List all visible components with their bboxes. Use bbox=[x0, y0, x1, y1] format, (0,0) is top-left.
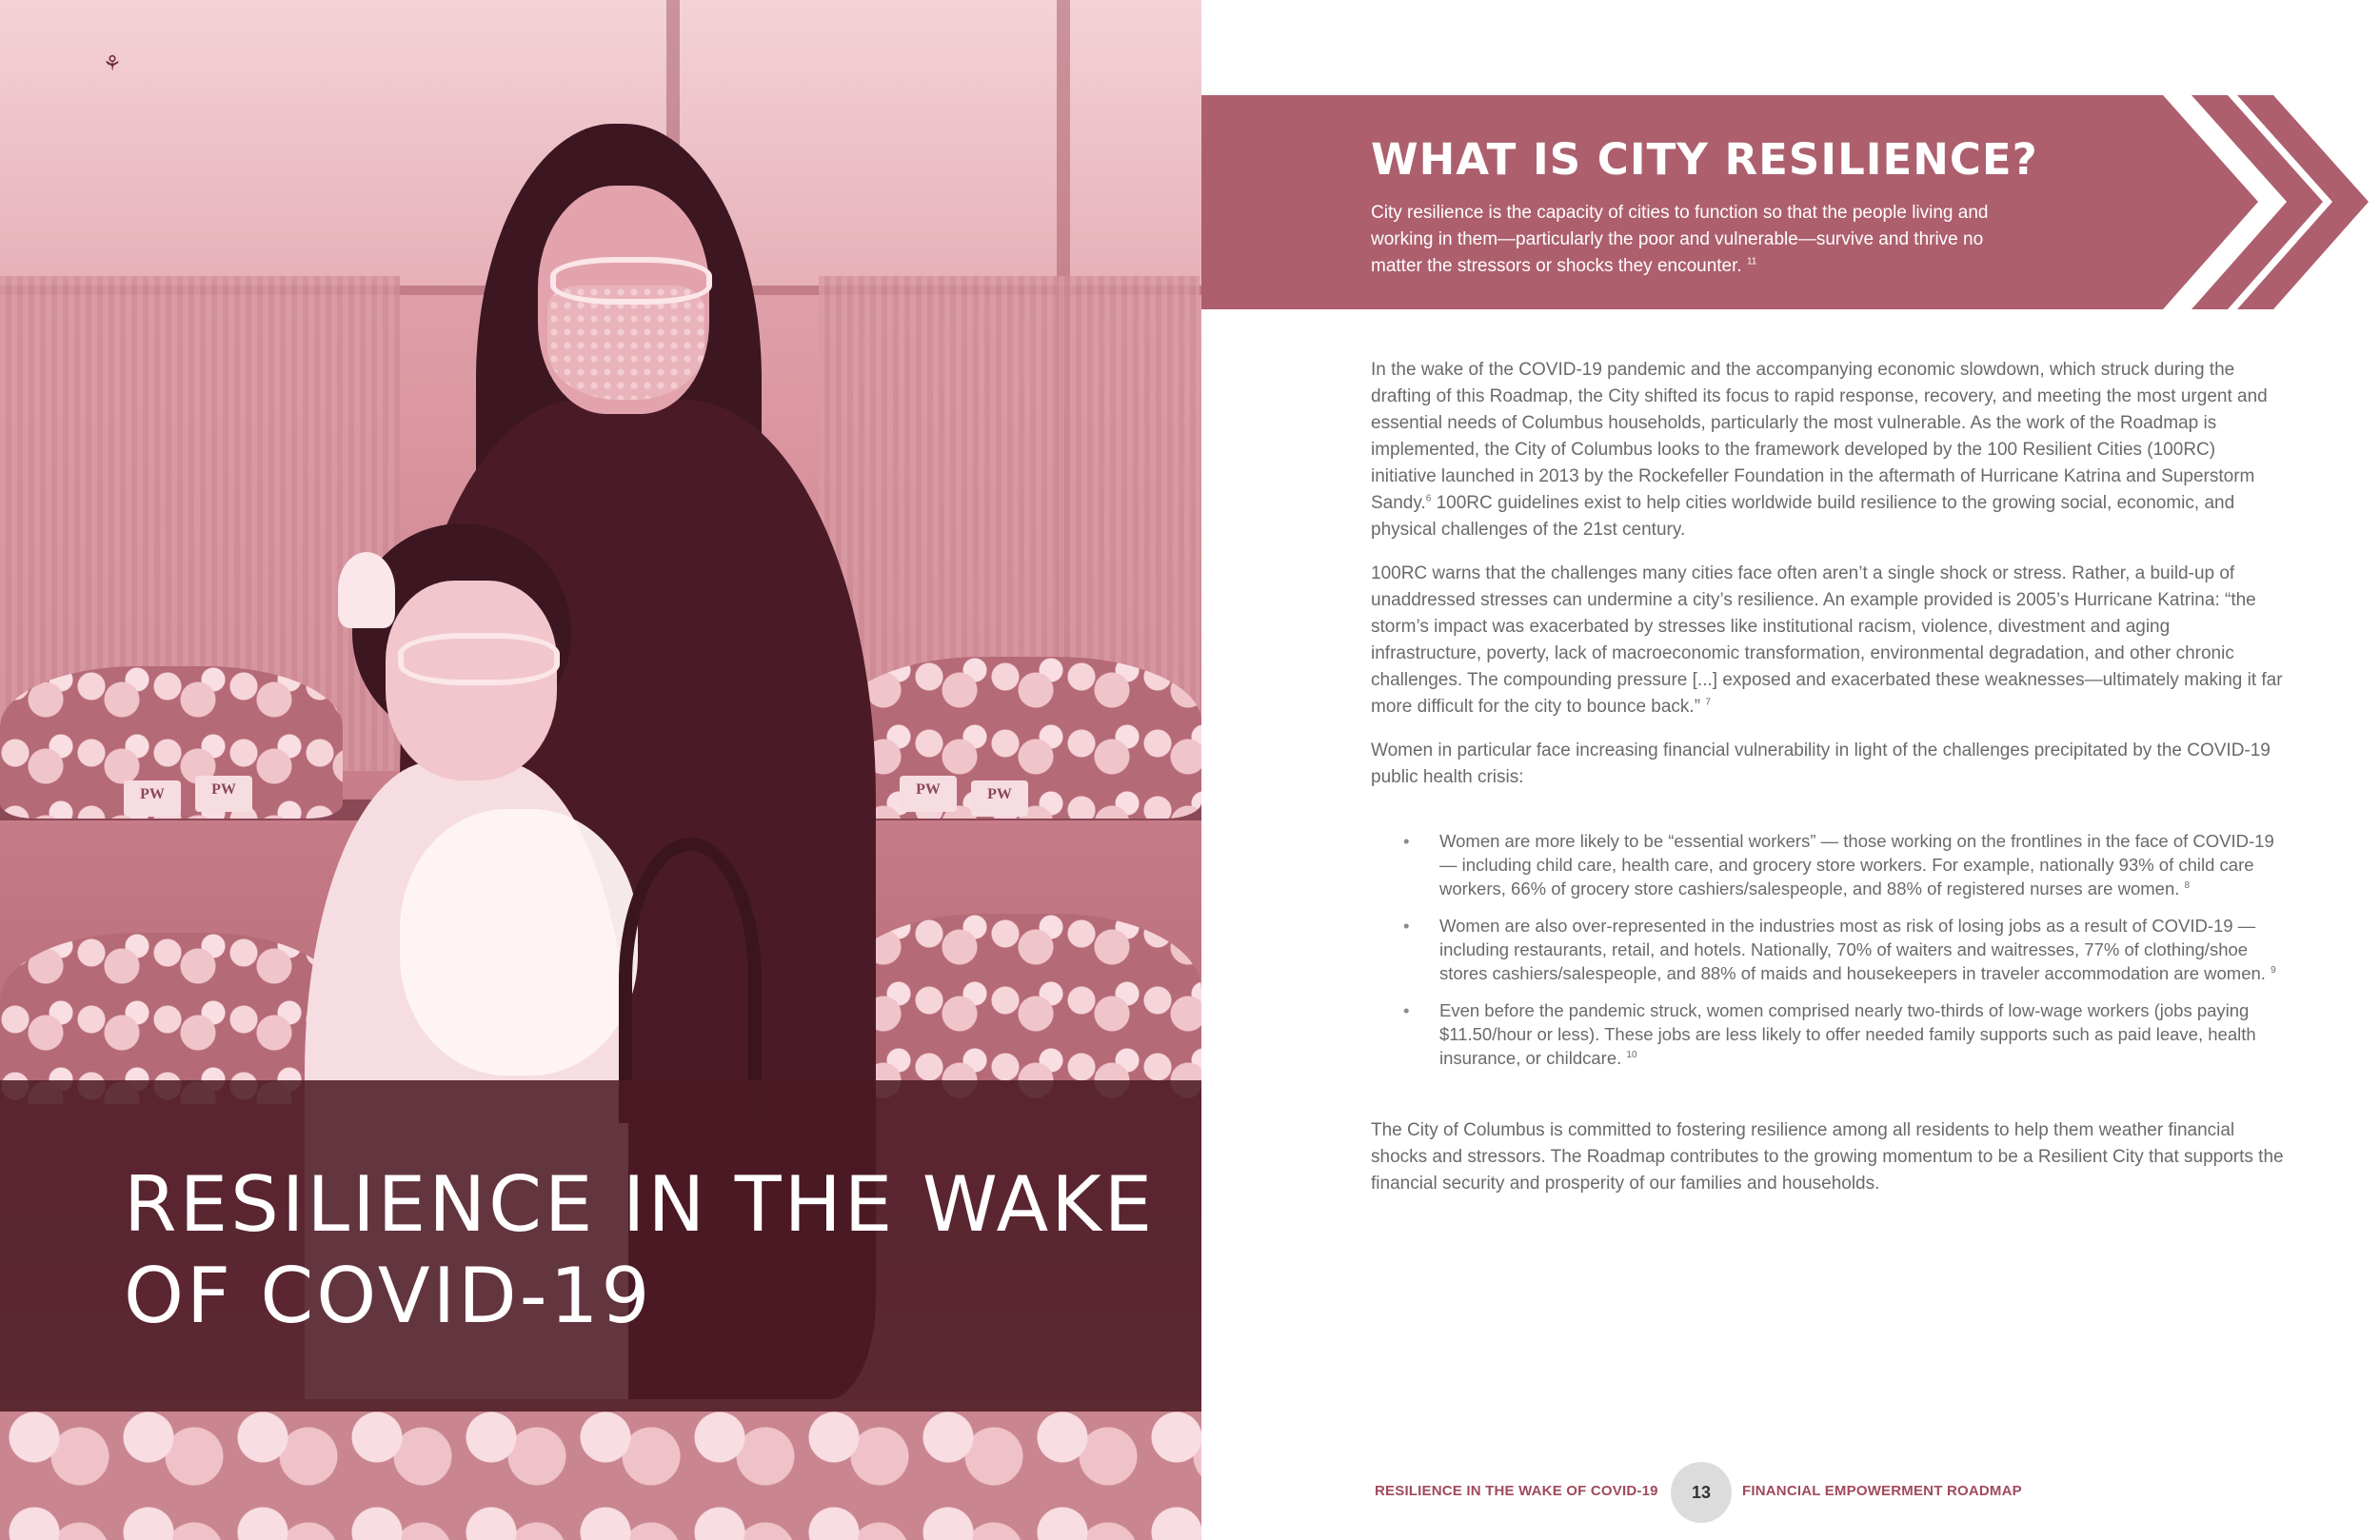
paragraph-text: 100RC guidelines exist to help cities worldwide build resilience to the growing social, economic, and physical challenges of the 21st century. bbox=[1371, 493, 2235, 540]
flower-bed bbox=[838, 914, 1201, 1104]
callout-title: WHAT IS CITY RESILIENCE? bbox=[1371, 134, 2038, 185]
paragraph bbox=[1371, 561, 2285, 721]
footnote-ref: 7 bbox=[1705, 697, 1711, 708]
plant-tag: PW bbox=[124, 780, 181, 817]
paragraph: Women in particular face increasing financial vulnerability in light of the challenges precipitated by the COVID-19 public health crisis: bbox=[1371, 740, 2271, 787]
paragraph-text: In the wake of the COVID-19 pandemic and the accompanying economic slowdown, which struck during the drafting of this Roadmap, the City shifted its focus to rapid response, recovery, and meeting the most urgent and essential needs of Columbus households, particularly the most vulnerable. As the work of the Roadmap is implemented, the City of Columbus looks to the framework developed by the 100 Resilient Cities (100RC) initiative launched in 2013 by the Rockefeller Foundation in the aftermath of Hurricane Katrina and Superstorm Sandy. bbox=[1371, 360, 2268, 513]
list-item bbox=[1439, 914, 2285, 985]
body-text bbox=[1371, 357, 2285, 1214]
paragraph bbox=[1371, 357, 2285, 543]
footer-document-title: FINANCIAL EMPOWERMENT ROADMAP bbox=[1742, 1483, 2022, 1499]
girl-sunglasses bbox=[398, 633, 560, 685]
footnote-ref: 8 bbox=[2184, 879, 2191, 891]
callout-body: City resilience is the capacity of cities to function so that the people living and working in them—particularly the poor and vulnerable—survive and thrive no matter the stressors or shocks they encounter. bbox=[1371, 203, 1989, 276]
footer-section-title: RESILIENCE IN THE WAKE OF COVID-19 bbox=[1375, 1483, 1658, 1499]
list-item bbox=[1439, 998, 2285, 1070]
flower-bed bbox=[0, 933, 343, 1104]
footnote-ref: 6 bbox=[1425, 493, 1432, 504]
logo-icon: ⚘ bbox=[103, 52, 122, 76]
list-item-text: Women are more likely to be “essential workers” — those working on the frontlines in the face of COVID-19 — including child care, health care, and grocery store workers. For example, nationally 93% of child care workers, 66% of grocery store cashiers/salespeople, and 88% of registered nurses are women. bbox=[1439, 831, 2274, 898]
section-title: RESILIENCE IN THE WAKE OF COVID-19 bbox=[124, 1160, 1156, 1340]
woman-sunglasses bbox=[550, 257, 712, 305]
girl-hair-bow bbox=[338, 552, 395, 628]
list-item bbox=[1439, 829, 2285, 900]
footnote-ref: 9 bbox=[2271, 964, 2276, 976]
list-item-text: Women are also over-represented in the industries most as risk of losing jobs as a result of COVID-19 — including restaurants, retail, and hotels. Nationally, 70% of waiters and waitresses, 77% of clothing/shoe stores cashiers/salespeople, and 88% of maids and housekeepers in traveler accommodation are women. bbox=[1439, 916, 2266, 983]
callout-text bbox=[1371, 200, 1999, 280]
plant-tag: PW bbox=[971, 780, 1028, 817]
list-item-text: Even before the pandemic struck, women comprised nearly two-thirds of low-wage workers (jobs paying $11.50/hour or less). These jobs are less likely to offer needed family supports such as paid leave, health insurance, or childcare. bbox=[1439, 1000, 2256, 1068]
paragraph-text: 100RC warns that the challenges many cities face often aren’t a single shock or stress. Rather, a build-up of unaddressed stresses can undermine a city’s resilience. An example provided is 2005’s Hurricane Katrina: “the storm’s impact was exacerbated by stresses like institutional racism, violence, divestment and aging infrastructure, poverty, lack of macroeconomic transformation, environmental degradation, and other chronic challenges. The compounding pressure [...] exposed and exacerbated these weaknesses—ultimately making it far more difficult for the city to bounce back.” bbox=[1371, 563, 2283, 717]
paragraph: The City of Columbus is committed to fostering resilience among all residents to help them weather financial shocks and stressors. The Roadmap contributes to the growing momentum to be a Resilient City that supports the financial security and prosperity of our families and households. bbox=[1371, 1120, 2284, 1194]
plant-tag: PW bbox=[195, 776, 252, 812]
page-number: 13 bbox=[1671, 1462, 1732, 1523]
plant-tag: PW bbox=[900, 776, 957, 812]
foreground-flowers bbox=[0, 1399, 1201, 1540]
footnote-ref: 10 bbox=[1626, 1049, 1637, 1060]
stuffed-toy bbox=[400, 809, 638, 1076]
bullet-list bbox=[1371, 829, 2285, 1070]
footnote-ref: 11 bbox=[1746, 256, 1757, 267]
